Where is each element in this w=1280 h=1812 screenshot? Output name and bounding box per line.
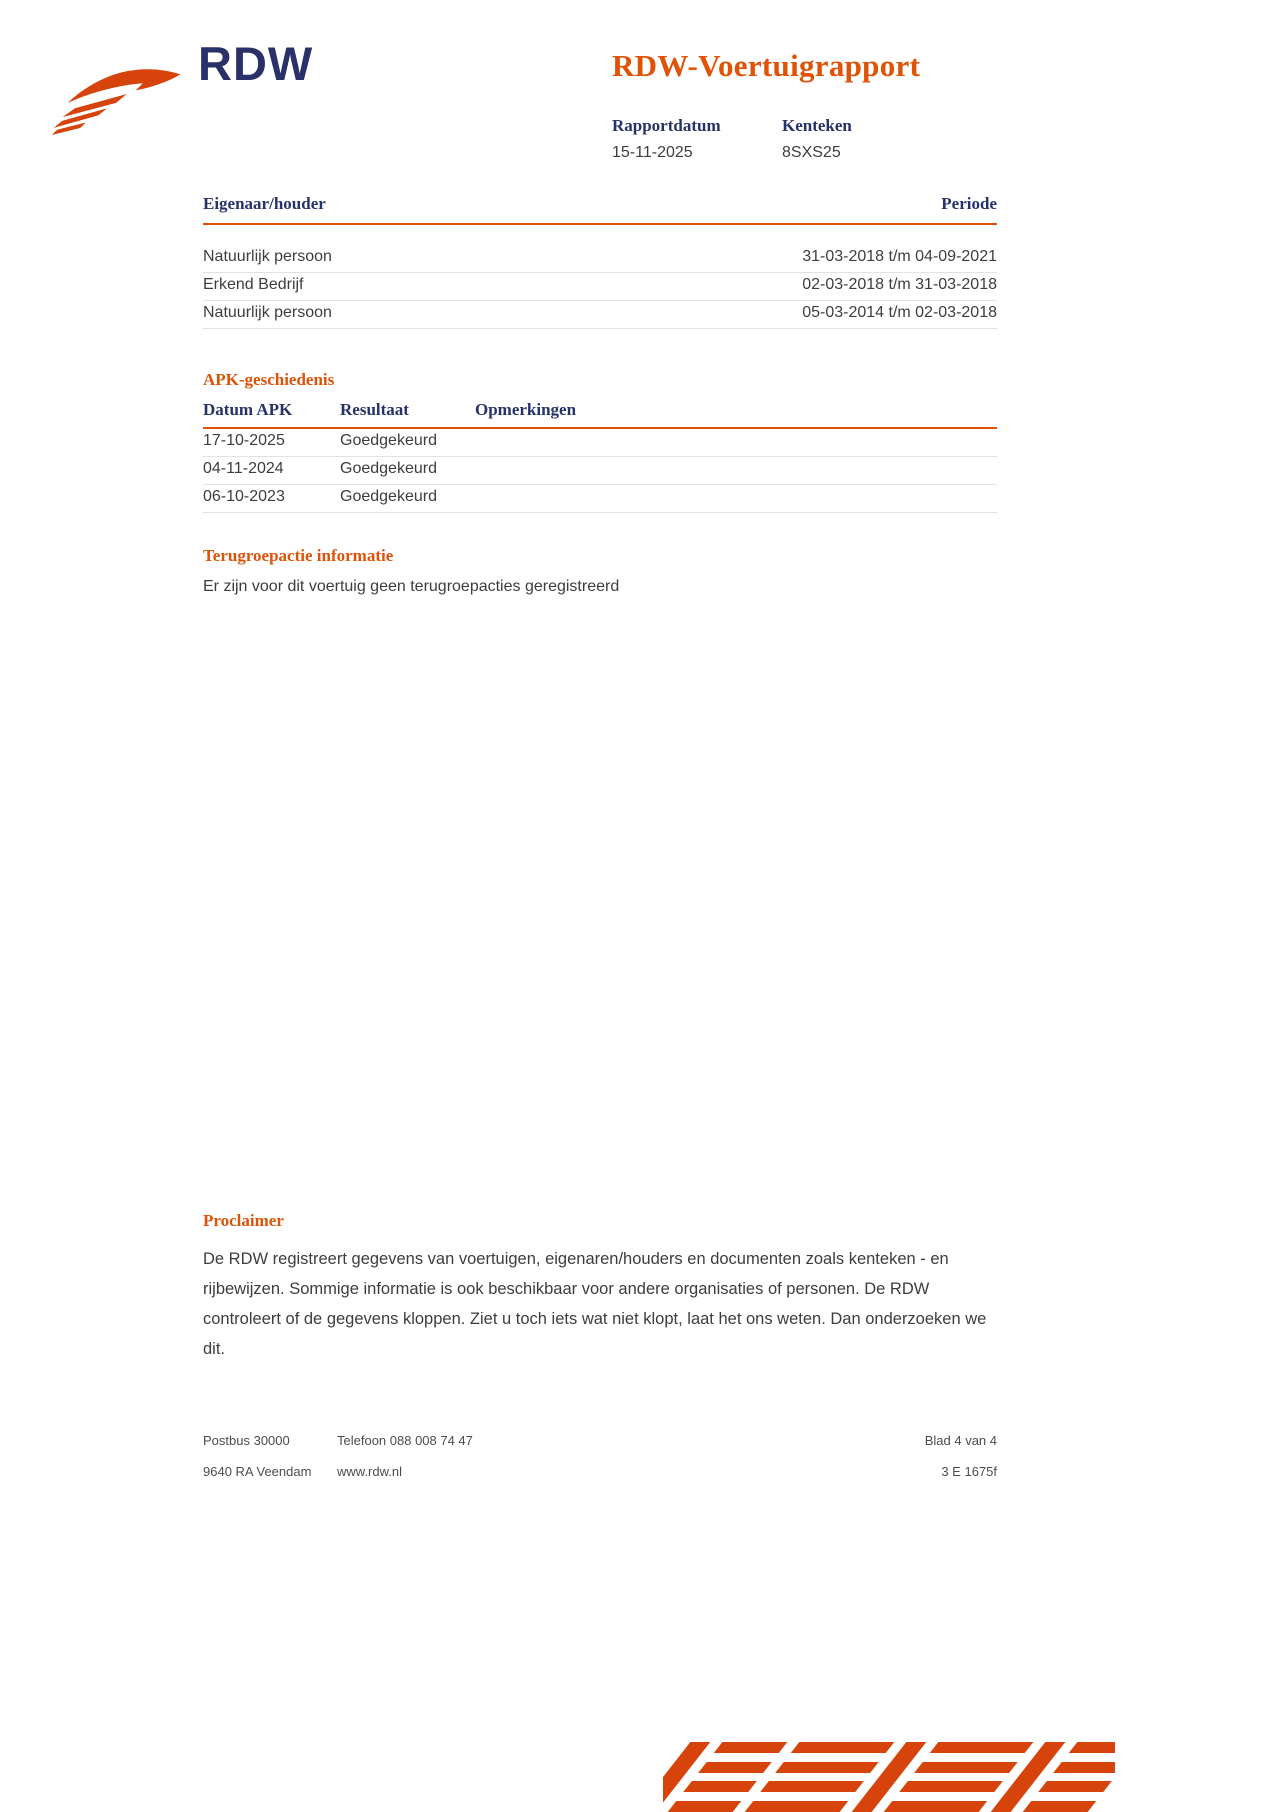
- apk-col-resultaat: Resultaat: [340, 400, 409, 419]
- apk-datum: 06-10-2023: [203, 488, 285, 505]
- tire-track-decoration-icon: [663, 1734, 1115, 1812]
- owner-period: 02-03-2018 t/m 31-03-2018: [802, 276, 997, 293]
- rdw-logo-icon: [50, 64, 184, 140]
- owner-period: 05-03-2014 t/m 02-03-2018: [802, 304, 997, 321]
- recall-section-body: Er zijn voor dit voertuig geen terugroepacties geregistreerd: [203, 578, 620, 595]
- license-plate-block: [782, 116, 852, 162]
- apk-opmerkingen: [475, 488, 997, 506]
- page-footer: [203, 1433, 997, 1479]
- apk-datum: 17-10-2025: [203, 432, 285, 449]
- apk-col-datum: Datum APK: [203, 400, 293, 419]
- apk-table-header: [203, 400, 997, 429]
- apk-section-heading: APK-geschiedenis: [203, 370, 335, 389]
- proclaimer-heading: Proclaimer: [203, 1211, 284, 1230]
- proclaimer-body: De RDW registreert gegevens van voertuigen, eigenaren/houders en documenten zoals kenteken - en rijbewijzen. Sommige informatie is ook beschikbaar voor andere organisaties of personen. De RDW controleert of de gegevens kloppen. Ziet u toch iets wat niet klopt, laat het ons weten. Dan onderzoeken we dit.: [203, 1250, 987, 1358]
- owner-section-heading: Eigenaar/houder: [203, 194, 326, 213]
- apk-resultaat: Goedgekeurd: [340, 460, 437, 477]
- owner-period: 31-03-2018 t/m 04-09-2021: [802, 248, 997, 265]
- apk-col-opmerkingen: Opmerkingen: [475, 400, 577, 419]
- report-date-label: Rapportdatum: [612, 116, 721, 135]
- rdw-wordmark: RDW: [198, 37, 314, 90]
- license-plate-label: Kenteken: [782, 116, 852, 135]
- recall-section-heading: Terugroepactie informatie: [203, 546, 394, 565]
- apk-datum: 04-11-2024: [203, 460, 284, 477]
- footer-phone: Telefoon 088 008 74 47: [337, 1433, 473, 1448]
- footer-city: 9640 RA Veendam: [203, 1464, 312, 1479]
- footer-website: www.rdw.nl: [337, 1464, 403, 1479]
- report-title: RDW-Voertuigrapport: [612, 48, 921, 83]
- report-date-value: 15-11-2025: [612, 144, 693, 161]
- table-row: [203, 485, 997, 513]
- apk-resultaat: Goedgekeurd: [340, 432, 437, 449]
- report-date-block: [612, 116, 721, 162]
- apk-history-section: [203, 370, 997, 513]
- apk-opmerkingen: [475, 460, 997, 478]
- footer-row: [203, 1464, 997, 1479]
- apk-table: [203, 400, 997, 513]
- footer-page-indicator: Blad 4 van 4: [924, 1433, 997, 1448]
- recall-section: [203, 546, 997, 596]
- apk-resultaat: Goedgekeurd: [340, 488, 437, 505]
- footer-postbus: Postbus 30000: [203, 1433, 290, 1448]
- table-row: [203, 301, 997, 329]
- table-row: [203, 429, 997, 457]
- owner-rows: [203, 245, 997, 329]
- table-row: [203, 273, 997, 301]
- table-row: [203, 457, 997, 485]
- footer-form-code: 3 E 1675f: [941, 1464, 997, 1479]
- period-column-heading: Periode: [941, 194, 997, 213]
- footer-row: [203, 1433, 997, 1448]
- owner-type: Natuurlijk persoon: [203, 248, 332, 265]
- license-plate-value: 8SXS25: [782, 144, 841, 161]
- table-row: [203, 245, 997, 273]
- owner-type: Erkend Bedrijf: [203, 276, 304, 293]
- owner-type: Natuurlijk persoon: [203, 304, 332, 321]
- proclaimer-section: [203, 1211, 1001, 1364]
- owner-section: [203, 194, 997, 329]
- apk-opmerkingen: [475, 432, 997, 450]
